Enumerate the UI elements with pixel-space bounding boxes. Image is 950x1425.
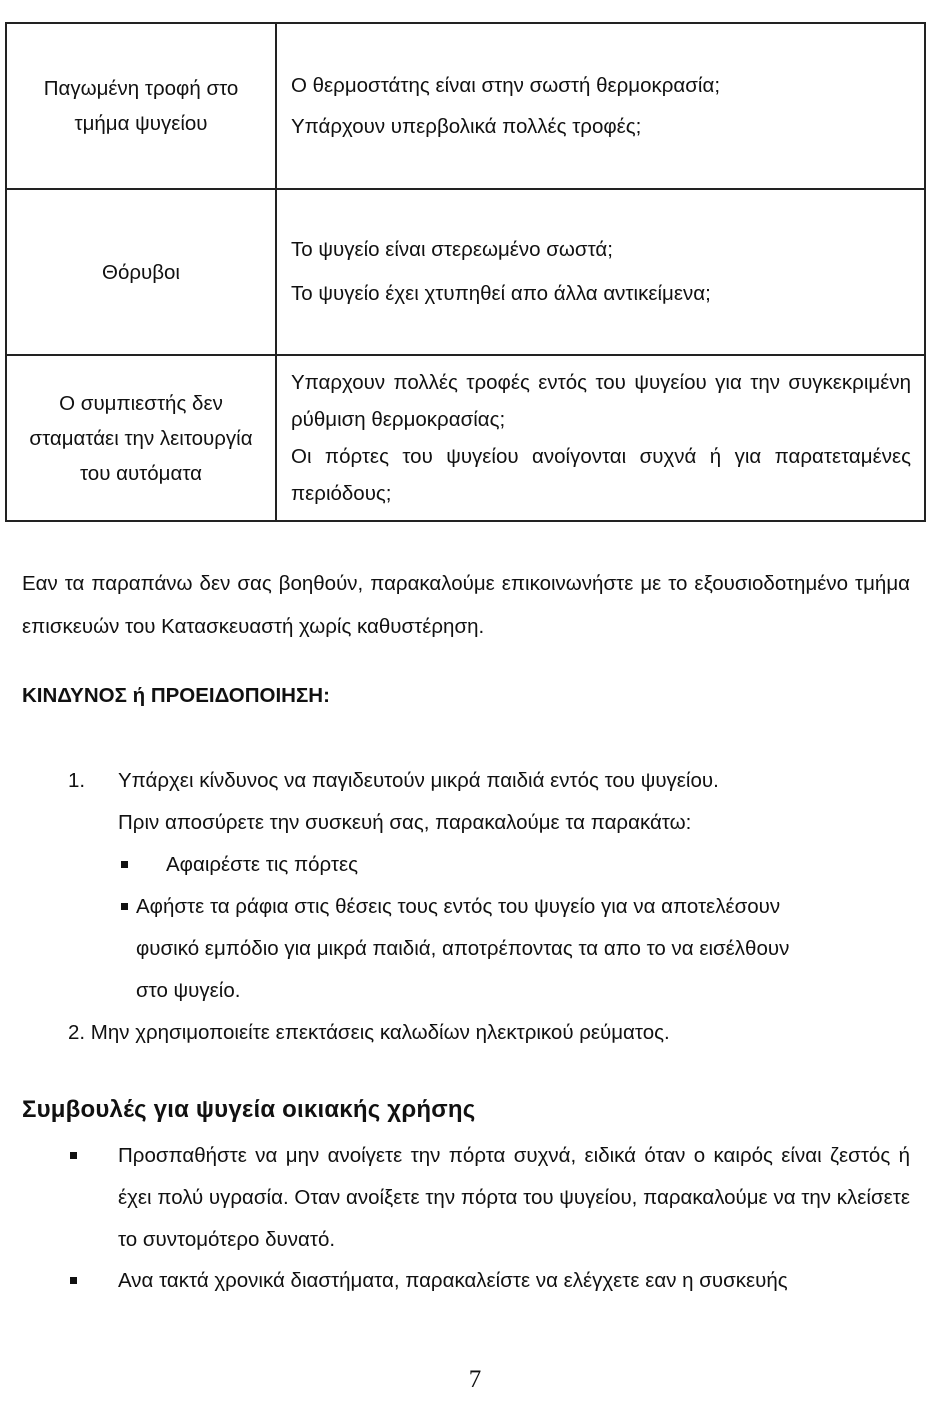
checks-cell: [276, 189, 925, 355]
troubleshooting-table: [5, 22, 926, 522]
bullet-item: Αφαιρέστε τις πόρτες: [166, 853, 359, 876]
check-line: Οι πόρτες του ψυγείου ανοίγονται συχνά ή για παρατεταμένες περιόδους;: [291, 445, 911, 505]
bullet-item-cont: στο ψυγείο.: [136, 979, 241, 1002]
check-line: Το ψυγείο έχει χτυπηθεί απο άλλα αντικείμενα;: [291, 282, 711, 305]
table-row: [6, 189, 925, 355]
square-bullet-icon: [70, 1152, 77, 1159]
square-bullet-icon: [121, 903, 128, 910]
square-bullet-icon: [121, 861, 128, 868]
tip-text: Προσπαθήστε να μην ανοίγετε την πόρτα συχνά, ειδικά όταν ο καιρός είναι ζεστός ή έχει πολύ υγρασία. Οταν ανοίξετε την πόρτα του ψυγείου, παρακαλούμε να την κλείσετε το συντομότερο δυνατό.: [118, 1144, 910, 1251]
bullet-item: Αφήστε τα ράφια στις θέσεις τους εντός του ψυγείο για να αποτελέσουν: [136, 895, 781, 918]
warning-item-1: Υπάρχει κίνδυνος να παγιδευτούν μικρά παιδιά εντός του ψυγείου.: [118, 769, 719, 792]
checks-cell: [276, 355, 925, 521]
page-number: 7: [468, 1366, 482, 1393]
problem-cell: Ο συμπιεστής δεν σταματάει την λειτουργία του αυτόματα: [6, 355, 276, 521]
checks-cell: [276, 23, 925, 189]
contact-paragraph: Εαν τα παραπάνω δεν σας βοηθούν, παρακαλούμε επικοινωνήστε με το εξουσιοδοτημένο τμήμα επισκευών του Κατασκευαστή χωρίς καθυστέρηση.: [22, 572, 910, 638]
warning-item-2: 2. Μην χρησιμοποιείτε επεκτάσεις καλωδίων ηλεκτρικού ρεύματος.: [68, 1021, 670, 1044]
warnings-list: [22, 760, 912, 1054]
bullet-item-cont: φυσικό εμπόδιο για μικρά παιδιά, αποτρέποντας τα απο το να εισέλθουν: [136, 937, 790, 960]
square-bullet-icon: [70, 1277, 77, 1284]
danger-heading: ΚΙΝΔΥΝΟΣ ή ΠΡΟΕΙΔΟΠΟΙΗΣΗ:: [22, 684, 330, 707]
table-row: [6, 355, 925, 521]
problem-cell: Παγωμένη τροφή στο τμήμα ψυγείου: [6, 23, 276, 189]
check-line: Το ψυγείο είναι στερεωμένο σωστά;: [291, 238, 613, 261]
check-line: Υπαρχουν πολλές τροφές εντός του ψυγείου για την συγκεκριμένη ρύθμιση θερμοκρασίας;: [291, 371, 911, 431]
check-line: Ο θερμοστάτης είναι στην σωστή θερμοκρασία;: [291, 74, 721, 97]
tip-text: Ανα τακτά χρονικά διαστήματα, παρακαλείστε να ελέγχετε εαν η συσκευής: [118, 1269, 788, 1292]
list-item: [22, 1135, 910, 1261]
check-line: Υπάρχουν υπερβολικά πολλές τροφές;: [291, 115, 642, 138]
warning-item-1-sub: Πριν αποσύρετε την συσκευή σας, παρακαλούμε τα παρακάτω:: [118, 811, 692, 834]
tips-heading: Συμβουλές για ψυγεία οικιακής χρήσης: [22, 1096, 476, 1123]
list-item: [22, 1260, 910, 1302]
item-number: 1.: [68, 769, 86, 792]
table-row: [6, 23, 925, 189]
problem-cell: Θόρυβοι: [6, 189, 276, 355]
